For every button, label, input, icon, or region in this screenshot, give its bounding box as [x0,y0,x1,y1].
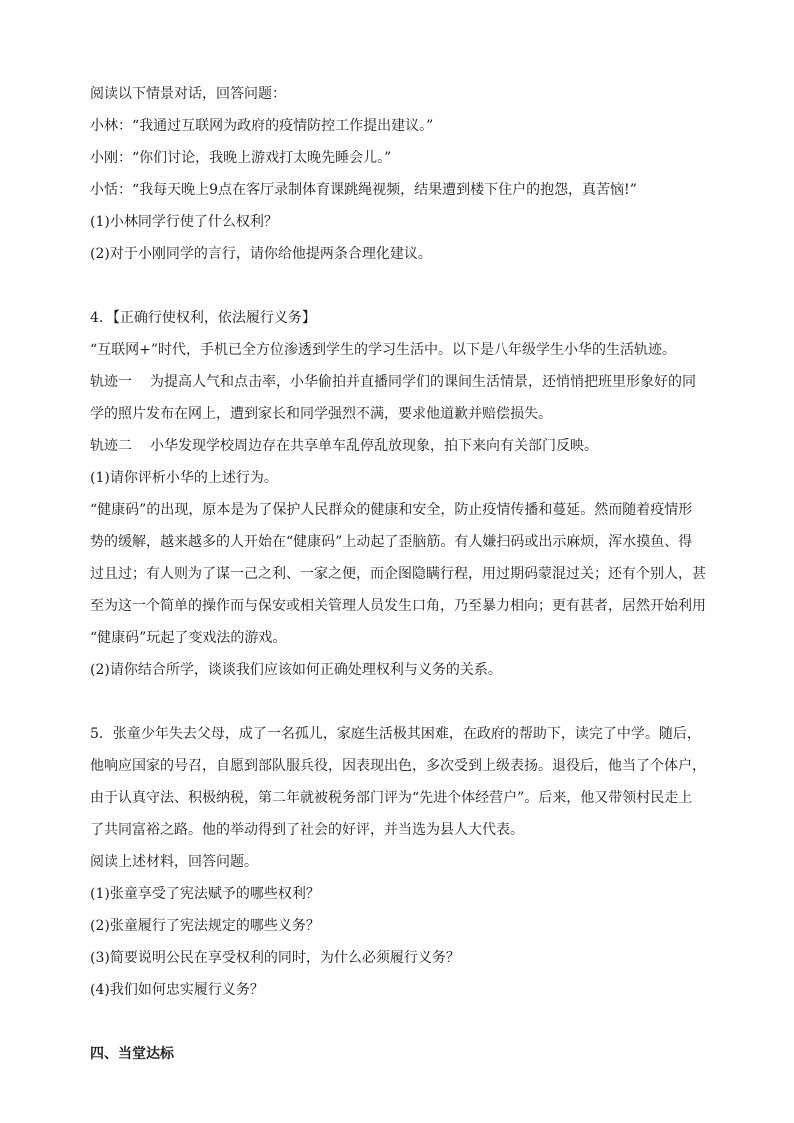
q4-track1 [90,366,706,398]
q4-track2 [90,430,706,462]
q5-intro: 阅读上述材料，回答问题。 [90,854,258,870]
q4-track1-line1: 为提高人气和点击率，小华偷拍并直播同学们的课间生活情景，还悄悄把班里形象好的同 [150,374,696,390]
q5-question: (2)张童履行了宪法规定的哪些义务？ [90,918,320,934]
q3-question: (1)小林同学行使了什么权利？ [90,214,278,230]
spacer [90,686,706,718]
question-3-block [90,78,706,270]
q5-para-line: 了共同富裕之路。他的举动得到了社会的好评，并当选为县人大代表。 [90,822,524,838]
q4-para-line: “健康码”的出现，原本是为了保护人民群众的健康和安全，防止疫情传播和蔓延。然而随着疫情形 [90,502,693,518]
q5-para-line: 5．张童少年失去父母，成了一名孤儿，家庭生活极其困难，在政府的帮助下，读完了中学。随后， [90,726,701,742]
q4-track2-text: 小华发现学校周边存在共享单车乱停乱放现象，拍下来向有关部门反映。 [150,438,598,454]
q5-para-line: 由于认真守法、积极纳税，第二年就被税务部门评为“先进个体经营户”。后来，他又带领村民走上 [90,790,693,806]
q4-track1-label: 轨迹一 [90,374,132,390]
q5-question: (4)我们如何忠实履行义务？ [90,982,264,998]
question-5-block [90,718,706,1006]
q5-question: (1)张童享受了宪法赋予的哪些权利？ [90,886,320,902]
q4-para-line: 势的缓解，越来越多的人开始在“健康码”上动起了歪脑筋。有人嫌扫码或出示麻烦，浑水摸鱼、得 [90,534,693,550]
document-content [90,78,706,1070]
q4-para-line: 至为这一个简单的操作而与保安或相关管理人员发生口角，乃至暴力相向；更有甚者，居然开始利用 [90,598,706,614]
q4-track2-label: 轨迹二 [90,438,132,454]
spacer [90,270,706,302]
q3-question: (2)对于小刚同学的言行，请你给他提两条合理化建议。 [90,246,432,262]
q3-dialog-line: 小恬：“我每天晚上9点在客厅录制体育课跳绳视频，结果遭到楼下住户的抱怨，真苦恼!” [90,182,637,198]
section-4-heading: 四、当堂达标 [90,1046,174,1062]
q5-question: (3)简要说明公民在享受权利的同时，为什么必须履行义务？ [90,950,460,966]
q4-heading: 4．【正确行使权利，依法履行义务】 [90,310,316,326]
q4-question-2: (2)请你结合所学，谈谈我们应该如何正确处理权利与义务的关系。 [90,662,502,678]
spacer [90,1006,706,1038]
q3-dialog-line: 小林：“我通过互联网为政府的疫情防控工作提出建议。” [90,118,434,134]
q4-intro: “互联网+”时代，手机已全方位渗透到学生的学习生活中。以下是八年级学生小华的生活轨迹。 [90,342,677,358]
q4-track1-line2: 学的照片发布在网上，遭到家长和同学强烈不满，要求他道歉并赔偿损失。 [90,406,552,422]
q5-para-line: 他响应国家的号召，自愿到部队服兵役，因表现出色，多次受到上级表扬。退役后，他当了个体户， [90,758,706,774]
q4-para-line: “健康码”玩起了变戏法的游戏。 [90,630,287,646]
q4-question-1: (1)请你评析小华的上述行为。 [90,470,278,486]
question-4-block [90,302,706,686]
q3-intro: 阅读以下情景对话，回答问题： [90,86,286,102]
q3-dialog-line: 小刚：“你们讨论，我晚上游戏打太晚先睡会儿。” [90,150,392,166]
q4-para-line: 过且过；有人则为了谋一己之利、一家之便，而企图隐瞒行程，用过期码蒙混过关；还有个别人，甚 [90,566,706,582]
